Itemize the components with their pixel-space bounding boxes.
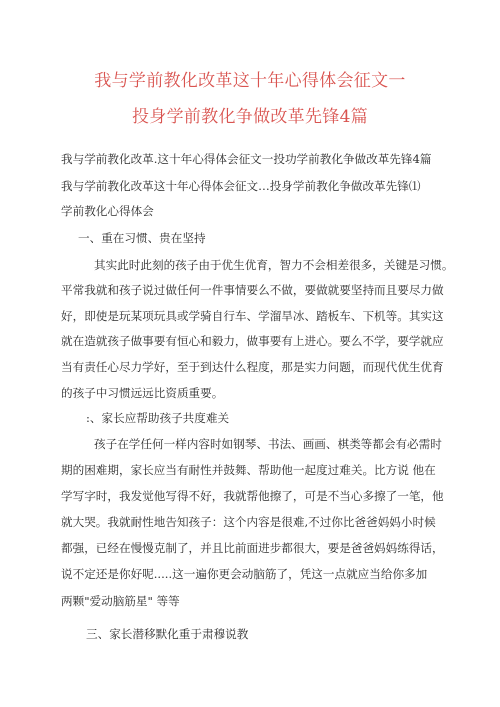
text-line: 就在造就孩子做事要有恒心和毅力，做事要有上进心。要么不学，要学就应 <box>61 334 444 348</box>
text-line: 我与学前教化改革.这十年心得体会征文一投功学前教化争做改革先锋4篇 <box>61 152 432 166</box>
text-line: 都强，已经在慢慢克制了，并且比前面进步都很大，要是爸爸妈妈练得话， <box>61 541 444 555</box>
text-line: 说不定还是你好呢.....这一遍你更会动脑筋了，凭这一点就应当给你多加 <box>61 567 428 581</box>
section-heading-3: 三、家长潜移默化重于肃穆说教 <box>86 627 249 641</box>
section-heading-2: :、家长应帮助孩子共度难关 <box>86 411 230 425</box>
text-line: 其实此时此刻的孩子由于优生优育，智力不会相差很多，关键是习惯。 <box>94 258 454 272</box>
text-line: 的孩子中习惯远远比资质重要。 <box>61 386 224 400</box>
document-title-line-1: 我与学前教化改革这十年心得体会征文一 <box>94 71 406 91</box>
document-title-line-2: 投身学前教化争做改革先锋4篇 <box>131 107 368 127</box>
text-line: 两颗"爱动脑筋星" 等等 <box>61 594 180 608</box>
text-line: 当有责任心尽力学好，至于到达什么程度，那是实力问题，而现代优生优育 <box>61 360 444 374</box>
section-heading-1: 一、重在习惯、贵在坚持 <box>78 231 206 245</box>
text-line: 我与学前教化改革这十年心得体会征文…投身学前教化争做改革先锋⑴ <box>61 179 421 193</box>
text-line: 好，即使是玩某项玩具或学骑自行车、学溜旱冰、踏板车、下机等。其实这 <box>61 309 444 323</box>
text-line: 期的困难期，家长应当有耐性并鼓舞、帮助他一起度过难关。比方说 他在 <box>61 463 436 477</box>
text-line: 就大哭。我就耐性地告知孩子：这个内容是很难,不过你比爸爸妈妈小时候 <box>61 515 436 529</box>
text-line: 学前教化心得体会 <box>61 204 154 218</box>
text-line: 孩子在学任何一样内容时如钢琴、书法、画画、棋类等都会有必需时 <box>94 437 442 451</box>
text-line: 平常我就和孩子说过做任何一件事情要么不做，要做就要坚持而且要尽力做 <box>61 283 444 297</box>
text-line: 学写字时，我发觉他写得不好，我就帮他擦了，可是不当心多擦了一笔，他 <box>61 489 444 503</box>
